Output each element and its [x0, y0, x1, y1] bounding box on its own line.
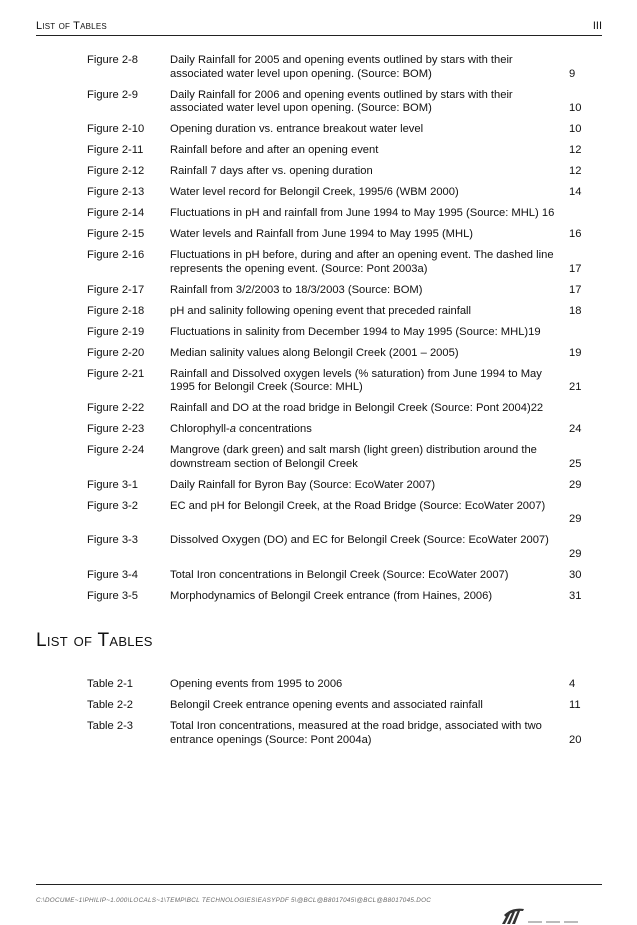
figure-entry-caption [170, 444, 597, 471]
running-header [36, 20, 602, 36]
figure-entry-caption-line: Fluctuations in pH and rainfall from June 1994 to May 1995 (Source: MHL) 16 [170, 207, 555, 219]
footer-divider [36, 884, 602, 885]
table-entry-page-number: 20 [569, 733, 582, 746]
figure-entry-caption [170, 54, 597, 81]
figure-entry-caption-line: pH and salinity following opening event that preceded rainfall [170, 304, 472, 317]
figure-entry-page-number: 9 [569, 67, 576, 80]
table-entry-number: Table 2-1 [87, 678, 134, 690]
figure-entry-caption-line: Daily Rainfall for 2006 and opening events outlined by stars with their [170, 88, 513, 101]
figure-entry-caption [170, 207, 597, 221]
figure-entry-number: Figure 2-14 [87, 207, 145, 219]
figure-entry[interactable] [87, 186, 597, 200]
figure-entry-number: Figure 2-15 [87, 228, 145, 240]
figure-entry-caption [170, 305, 597, 319]
figure-entry-number: Figure 2-23 [87, 423, 145, 435]
figure-entry-page-number [561, 207, 593, 221]
figure-entry-caption [170, 144, 597, 158]
figure-entry[interactable] [87, 444, 597, 471]
figure-entry-caption [170, 284, 597, 298]
figure-entry-number: Figure 3-4 [87, 568, 138, 581]
figure-entry-caption-line: Chlorophyll-a concentrations [170, 423, 312, 435]
list-of-tables [87, 678, 597, 755]
figure-entry-number: Figure 3-2 [87, 499, 138, 512]
figure-entry[interactable] [87, 144, 597, 158]
figure-entry-caption-line [170, 548, 561, 562]
figure-entry-caption [170, 165, 597, 179]
figure-entry[interactable] [87, 500, 597, 527]
table-entry-number: Table 2-3 [87, 720, 134, 732]
figure-entry-caption [170, 500, 597, 527]
table-entry-caption-line: Total Iron concentrations, measured at the road bridge, associated with two [170, 720, 542, 732]
table-entry[interactable] [87, 720, 597, 747]
figure-entry-number: Figure 2-11 [87, 144, 144, 156]
figure-entry-caption [170, 347, 597, 361]
figure-entry-caption [170, 368, 597, 395]
figure-entry-caption-line: EC and pH for Belongil Creek, at the Road Bridge (Source: EcoWater 2007) [170, 499, 546, 512]
table-entry-caption-line: Belongil Creek entrance opening events and associated rainfall [170, 699, 483, 711]
figure-entry-caption-line: Opening duration vs. entrance breakout water level [170, 123, 424, 135]
figure-entry-number: Figure 3-5 [87, 589, 138, 602]
table-entry-number: Table 2-2 [87, 699, 134, 711]
figure-entry-number: Figure 2-10 [87, 123, 145, 135]
table-entry-caption-line: entrance openings (Source: Pont 2004a) [170, 733, 372, 746]
header-title: List of Tables [36, 20, 107, 32]
figure-entry-number: Figure 2-16 [87, 249, 145, 261]
figure-entry-caption [170, 479, 597, 493]
figure-entry-number: Figure 2-24 [87, 444, 145, 456]
figure-entry-page-number: 19 [569, 346, 582, 359]
figure-entry-caption-line: Dissolved Oxygen (DO) and EC for Belongil Creek (Source: EcoWater 2007) [170, 534, 549, 546]
bmt-logo-icon [498, 905, 608, 925]
figure-entry[interactable] [87, 249, 597, 276]
figure-entry-number: Figure 2-8 [87, 54, 138, 66]
figure-entry-caption-line: Water levels and Rainfall from June 1994 to May 1995 (MHL) [170, 228, 474, 240]
list-of-figures [87, 54, 597, 611]
figure-entry[interactable] [87, 423, 597, 437]
figure-entry-caption [170, 228, 597, 242]
figure-entry-page-number: 17 [569, 262, 582, 275]
figure-entry-caption [170, 402, 597, 416]
figure-entry-caption [170, 590, 597, 604]
figure-entry-caption-line: Rainfall 7 days after vs. opening duration [170, 165, 373, 177]
figure-entry-page-number: 17 [569, 283, 582, 296]
figure-entry-number: Figure 2-13 [87, 186, 145, 198]
figure-entry-caption [170, 326, 597, 340]
figure-entry[interactable] [87, 569, 597, 583]
table-entry[interactable] [87, 699, 597, 713]
figure-entry-number: Figure 3-3 [87, 534, 138, 546]
figure-entry-caption [170, 249, 597, 276]
table-entry-caption [170, 699, 597, 713]
table-entry-page-number: 11 [569, 699, 581, 711]
figure-entry-page-number: 29 [569, 478, 582, 491]
figure-entry-caption-line: Fluctuations in pH before, during and after an opening event. The dashed line [170, 249, 554, 261]
figure-entry-caption-line: associated water level upon opening. (Source: BOM) [170, 67, 432, 80]
figure-entry-page-number [561, 326, 593, 340]
figure-entry[interactable] [87, 284, 597, 298]
figure-entry-caption-line: downstream section of Belongil Creek [170, 457, 358, 470]
figure-entry-page-number: 21 [569, 381, 582, 393]
figure-entry-caption-line: Daily Rainfall for 2005 and opening events outlined by stars with their [170, 54, 513, 66]
figure-entry-page-number: 12 [569, 144, 582, 156]
figure-entry[interactable] [87, 368, 597, 395]
figure-entry-caption [170, 569, 597, 583]
figure-entry[interactable] [87, 305, 597, 319]
figure-entry-caption [170, 186, 597, 200]
figure-entry-caption-line: represents the opening event. (Source: Pont 2003a) [170, 262, 428, 275]
figure-entry-page-number: 18 [569, 304, 582, 317]
figure-entry-page-number: 24 [569, 423, 582, 435]
figure-entry-caption-line: Water level record for Belongil Creek, 1995/6 (WBM 2000) [170, 186, 459, 198]
figure-entry-caption-line: associated water level upon opening. (Source: BOM) [170, 102, 432, 114]
figure-entry-caption-line: Rainfall and DO at the road bridge in Belongil Creek (Source: Pont 2004)22 [170, 402, 544, 414]
figure-entry-caption [170, 423, 597, 437]
figure-entry-caption-line: 1995 for Belongil Creek (Source: MHL) [170, 381, 363, 393]
list-of-tables-heading: List of Tables [36, 630, 153, 651]
figure-entry[interactable] [87, 326, 597, 340]
figure-entry-page-number: 10 [569, 102, 582, 114]
figure-entry-caption-line: Fluctuations in salinity from December 1994 to May 1995 (Source: MHL)19 [170, 325, 541, 338]
figure-entry-number: Figure 2-20 [87, 346, 145, 359]
table-entry-caption [170, 678, 597, 692]
figure-entry-number: Figure 2-21 [87, 367, 145, 380]
header-page-number: III [592, 20, 602, 32]
figure-entry-caption-line: Rainfall before and after an opening event [170, 144, 379, 156]
figure-entry[interactable] [87, 590, 597, 604]
figure-entry-number: Figure 2-18 [87, 304, 145, 317]
figure-entry-page-number [561, 402, 593, 416]
figure-entry[interactable] [87, 228, 597, 242]
figure-entry-page-number: 10 [569, 123, 582, 135]
figure-entry-number: Figure 2-17 [87, 283, 145, 296]
figure-entry-caption [170, 534, 597, 561]
figure-entry[interactable] [87, 207, 597, 221]
figure-entry-caption-line [170, 513, 561, 527]
figure-entry-caption-line: Morphodynamics of Belongil Creek entrance (from Haines, 2006) [170, 589, 493, 602]
figure-entry-number: Figure 2-22 [87, 402, 145, 414]
figure-entry-page-number: 14 [569, 186, 582, 198]
footer-file-path: C:\DOCUME~1\PHILIP~1.000\LOCALS~1\TEMP\BCL TECHNOLOGIES\EASYPDF 5\@BCL@B8017045\@BCL@B8017045.DOC [36, 897, 432, 904]
figure-entry[interactable] [87, 54, 597, 81]
figure-entry-caption [170, 89, 597, 116]
figure-entry-number: Figure 2-12 [87, 165, 145, 177]
figure-entry-page-number: 29 [569, 547, 582, 560]
figure-entry[interactable] [87, 165, 597, 179]
table-entry-page-number: 4 [569, 678, 576, 690]
figure-entry[interactable] [87, 534, 597, 561]
figure-entry-caption-line: Rainfall from 3/2/2003 to 18/3/2003 (Source: BOM) [170, 283, 423, 296]
figure-entry[interactable] [87, 347, 597, 361]
figure-entry-number: Figure 3-1 [87, 478, 138, 491]
figure-entry-caption-line: Rainfall and Dissolved oxygen levels (% saturation) from June 1994 to May [170, 367, 542, 380]
figure-entry-caption-line: Total Iron concentrations in Belongil Creek (Source: EcoWater 2007) [170, 568, 509, 581]
figure-entry-page-number: 30 [569, 568, 582, 581]
figure-entry-caption [170, 123, 597, 137]
table-entry[interactable] [87, 678, 597, 692]
figure-entry-page-number: 16 [569, 228, 582, 240]
figure-entry[interactable] [87, 89, 597, 116]
figure-entry-number: Figure 2-9 [87, 88, 138, 101]
figure-entry-page-number: 25 [569, 457, 582, 470]
figure-entry-caption-line: Median salinity values along Belongil Creek (2001 – 2005) [170, 346, 459, 359]
figure-entry[interactable] [87, 123, 597, 137]
figure-entry-page-number: 12 [569, 165, 582, 177]
figure-entry[interactable] [87, 402, 597, 416]
figure-entry[interactable] [87, 479, 597, 493]
figure-entry-page-number: 29 [569, 513, 582, 525]
figure-entry-number: Figure 2-19 [87, 325, 145, 338]
figure-entry-caption-line: Mangrove (dark green) and salt marsh (light green) distribution around the [170, 444, 537, 456]
figure-entry-page-number: 31 [569, 589, 582, 602]
table-entry-caption-line: Opening events from 1995 to 2006 [170, 678, 343, 690]
table-entry-caption [170, 720, 597, 747]
figure-entry-caption-line: Daily Rainfall for Byron Bay (Source: EcoWater 2007) [170, 478, 436, 491]
